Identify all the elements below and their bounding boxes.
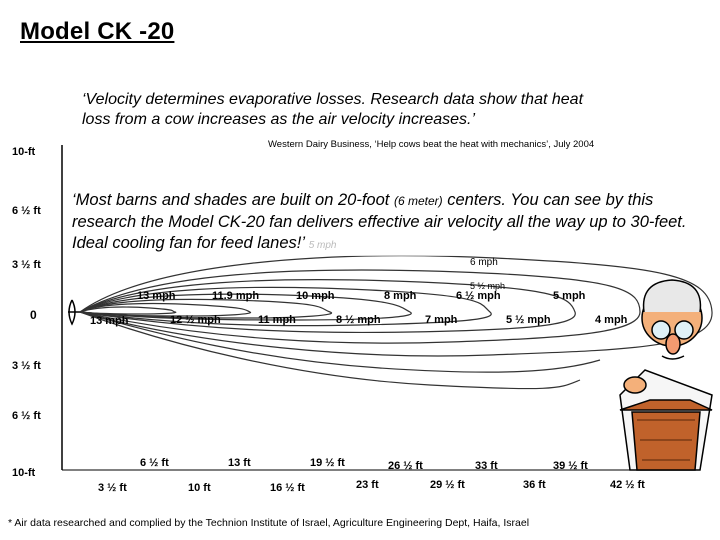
flow-label: 8 mph <box>384 290 417 302</box>
x-label: 42 ½ ft <box>610 479 645 491</box>
x-label: 3 ½ ft <box>98 482 127 494</box>
flow-label: 6 ½ mph <box>456 290 501 302</box>
cartoon-engineer <box>620 280 712 470</box>
flow-label: 5 ½ mph <box>506 314 551 326</box>
quote-velocity: ‘Velocity determines evaporative losses. Research data show that heat loss from a cow increases as the air velocity increases.’ <box>82 91 584 128</box>
y-label-bottom-3-5: 3 ½ ft <box>12 360 41 372</box>
flow-label: 8 ½ mph <box>336 314 381 326</box>
y-label-zero: 0 <box>30 308 37 322</box>
flow-label: 13 mph <box>137 290 176 302</box>
y-label-top-10: 10-ft <box>12 146 36 158</box>
y-label-bottom-6-5: 6 ½ ft <box>12 410 41 422</box>
flow-label: 11 mph <box>258 314 296 326</box>
y-label-top-6-5: 6 ½ ft <box>12 205 41 217</box>
x-label: 13 ft <box>228 457 251 469</box>
flow-label: 11.9 mph <box>212 290 260 302</box>
flow-label: 13 mph <box>90 315 129 327</box>
x-label: 23 ft <box>356 479 379 491</box>
flow-label: 7 mph <box>425 314 458 326</box>
x-label: 19 ½ ft <box>310 457 345 469</box>
flow-label: 12 ½ mph <box>170 314 221 326</box>
quote-barns: ‘Most barns and shades are built on 20-foot (6 meter) centers. You can see by this research the Model CK-20 fan delivers effective air velocity all the way up to 30-feet. Ideal cooling fan for feed lanes!’ 5 mph <box>72 190 712 256</box>
flow-label: 10 mph <box>296 290 335 302</box>
faded-velocity-label: 5 mph <box>308 240 337 251</box>
flow-label-small: 5 ½ mph <box>470 281 506 291</box>
x-label: 36 ft <box>523 479 546 491</box>
x-label: 10 ft <box>188 482 211 494</box>
flow-label: 4 mph <box>595 314 628 326</box>
x-label: 29 ½ ft <box>430 479 465 491</box>
y-label-top-3-5: 3 ½ ft <box>12 259 41 271</box>
y-label-bottom-10: 10-ft <box>12 467 36 479</box>
page-title: Model CK -20 <box>20 18 175 45</box>
x-label: 39 ½ ft <box>553 460 588 472</box>
flow-label: 5 mph <box>553 290 586 302</box>
citation: Western Dairy Business, ‘Help cows beat the heat with mechanics’, July 2004 <box>268 139 595 150</box>
x-label: 33 ft <box>475 460 498 472</box>
x-label: 6 ½ ft <box>140 457 169 469</box>
x-label: 16 ½ ft <box>270 482 305 494</box>
footnote: * Air data researched and complied by the Technion Institute of Israel, Agriculture Engineering Dept, Haifa, Israel <box>8 517 530 529</box>
x-label: 26 ½ ft <box>388 460 423 472</box>
flow-label-small: 6 mph <box>470 257 498 268</box>
